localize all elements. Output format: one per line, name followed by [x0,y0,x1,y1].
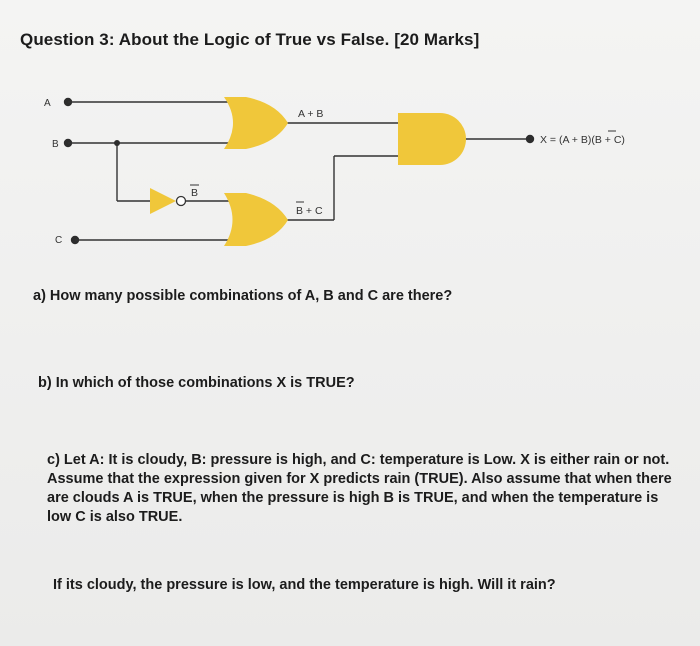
question-b: b) In which of those combinations X is TRUE? [38,375,355,391]
and-gate [398,113,466,165]
or-gate-1 [224,97,288,149]
not-gate-label: B [191,187,199,199]
input-c-label: C [55,235,63,246]
logic-circuit-diagram [0,80,700,260]
junction-dot [114,140,120,146]
question-a: a) How many possible combinations of A, B and C are there? [33,288,453,304]
input-b-label: B [52,139,59,150]
circuit-wires [68,102,530,240]
question-d: If its cloudy, the pressure is low, and the temperature is high. Will it rain? [53,577,556,593]
page-title: Question 3: About the Logic of True vs False. [20 Marks] [20,30,480,49]
not-gate-bubble [177,197,186,206]
output-terminal [526,135,534,143]
or-gate-2-label: B + C [296,205,323,217]
input-a-label: A [44,98,51,109]
not-gate [150,188,176,214]
or-gate-1-label: A + B [298,108,324,120]
output-expression-label: X = (A + B)(B + C) [540,134,625,146]
question-c: c) Let A: It is cloudy, B: pressure is high, and C: temperature is Low. X is either rain or not. Assume that the expression given for X predicts rain (TRUE). Also assume that when there are clouds A is TRUE, when the pressure is high B is TRUE, and when the temperature is low C is also TRUE. [47,452,672,525]
or-gate-2 [224,193,288,246]
